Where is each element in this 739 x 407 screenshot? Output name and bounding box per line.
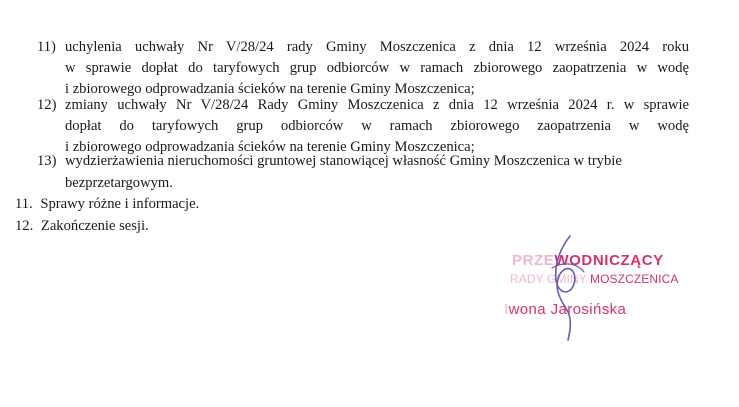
agenda-subitem-12 xyxy=(37,95,689,158)
stamp-subtitle-text: MOSZCZENICA xyxy=(590,272,679,286)
subitem-number: 13) xyxy=(37,153,57,169)
stamp-subtitle-faded: RADY GMINY xyxy=(510,272,587,286)
stamp-name-text: wona Jarosińska xyxy=(508,301,627,318)
subitem-line: uchylenia uchwały Nr V/28/24 rady Gminy Moszczenica z dnia 12 września 2024 roku xyxy=(65,39,689,55)
stamp-name-faded: I xyxy=(504,301,509,318)
agenda-item-11 xyxy=(15,194,199,215)
subitem-line: wydzierżawienia nieruchomości gruntowej stanowiącej własność Gminy Moszczenica w trybie xyxy=(65,153,622,169)
stamp-title-faded: PRZE xyxy=(512,252,555,269)
agenda-subitem-11 xyxy=(37,37,689,100)
item-number: 12. xyxy=(15,218,34,234)
item-text: Zakończenie sesji. xyxy=(40,218,149,234)
subitem-number: 11) xyxy=(37,39,56,55)
subitem-line: w sprawie dopłat do taryfowych grup odbiorców w ramach zbiorowego zaopatrzenia w wodę xyxy=(65,60,689,76)
item-text: Sprawy różne i informacje. xyxy=(40,196,200,212)
stamp-subtitle xyxy=(510,272,678,286)
subitem-line: i zbiorowego odprowadzania ścieków na terenie Gminy Moszczenica; xyxy=(65,81,475,97)
item-number: 11. xyxy=(15,196,33,212)
handwritten-signature xyxy=(540,232,590,342)
subitem-line: i zbiorowego odprowadzania ścieków na terenie Gminy Moszczenica; xyxy=(65,139,475,155)
subitem-line: dopłat do taryfowych grup odbiorców w ramach zbiorowego zaopatrzenia w wodę xyxy=(65,118,689,134)
agenda-item-12 xyxy=(15,216,149,237)
subitem-line: bezprzetargowym. xyxy=(65,175,173,191)
agenda-subitem-13 xyxy=(37,151,689,194)
stamp-title-text: WODNICZĄCY xyxy=(554,252,664,269)
subitem-number: 12) xyxy=(37,97,57,113)
subitem-line: zmiany uchwały Nr V/28/24 Rady Gminy Moszczenica z dnia 12 września 2024 r. w sprawie xyxy=(65,97,689,113)
